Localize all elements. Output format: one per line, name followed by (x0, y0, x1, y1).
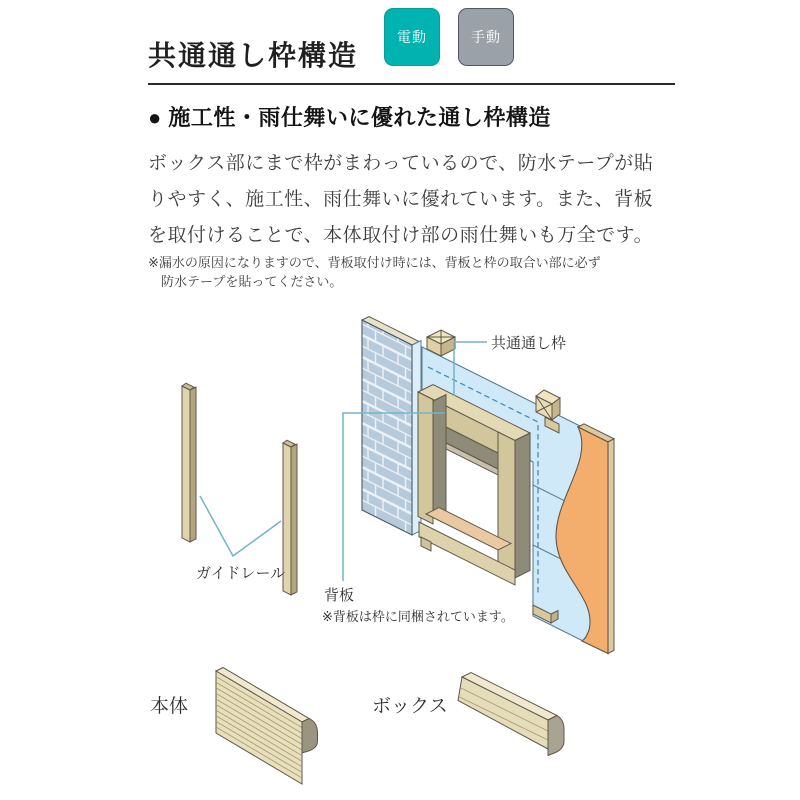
badge-manual (458, 8, 514, 66)
shutter-box-drawing (458, 673, 564, 756)
caution-note-line: ※漏水の原因になりますので、背板取付け時には、背板と枠の取合い部に必ず (148, 255, 601, 270)
section-heading: ● 施工性・雨仕舞いに優れた通し枠構造 (148, 105, 551, 130)
back-panel-note: ※背板は枠に同梱されています。 (322, 609, 514, 624)
box-label: ボックス (372, 696, 448, 717)
frame-label: 共通通し枠 (491, 335, 567, 352)
body-line: りやすく、施工性、雨仕舞いに優れています。また、背板 (148, 189, 654, 210)
back-panel-label: 背板 (324, 587, 355, 604)
body-line: ボックス部にまで枠がまわっているので、防水テープが貼 (148, 153, 654, 174)
badge-manual-label: 手動 (471, 29, 501, 45)
guide-rail-label: ガイドレール (196, 565, 286, 582)
body-line: を取付けることで、本体取付け部の雨仕舞いも万全です。 (148, 225, 654, 246)
badge-electric-label: 電動 (397, 29, 427, 45)
badge-electric (384, 8, 440, 66)
page-title: 共通通し枠構造 (148, 40, 359, 71)
curtain-label: 本体 (150, 696, 189, 717)
shutter-curtain-drawing (216, 668, 318, 785)
structure-diagram (140, 300, 660, 800)
guide-rail-leader-line (200, 496, 281, 556)
header-divider (148, 83, 675, 85)
brick-wall-panel (362, 317, 421, 536)
guide-rails (182, 383, 297, 595)
caution-note (148, 254, 601, 291)
body-paragraph (148, 146, 653, 254)
caution-note-line: 防水テープを貼ってください。 (161, 273, 343, 289)
